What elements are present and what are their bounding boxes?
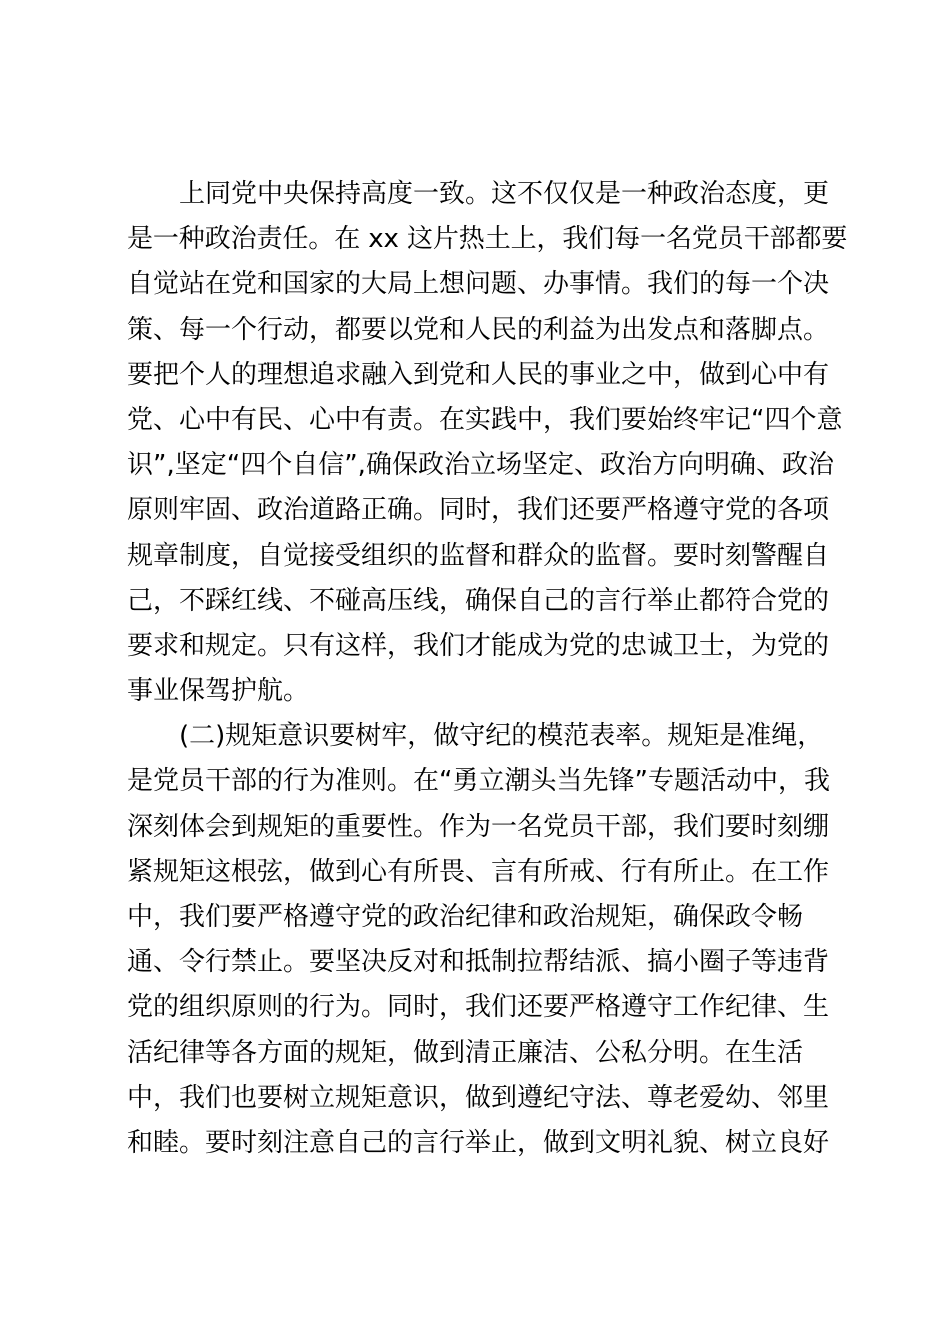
text-line: 策、每一个行动，都要以党和人民的利益为出发点和落脚点。 <box>127 314 830 345</box>
body-text <box>127 172 847 1166</box>
text-line: 通、令行禁止。要坚决反对和抵制拉帮结派、搞小圈子等违背 <box>127 947 830 978</box>
text-line: 紧规矩这根弦，做到心有所畏、言有所戒、行有所止。在工作 <box>127 856 830 887</box>
text-line: 要把个人的理想追求融入到党和人民的事业之中，做到心中有 <box>127 359 830 390</box>
text-line: 深刻体会到规矩的重要性。作为一名党员干部，我们要时刻绷 <box>127 811 830 842</box>
text-line: 己，不踩红线、不碰高压线，确保自己的言行举止都符合党的 <box>127 585 830 616</box>
text-line: 是党员干部的行为准则。在“勇立潮头当先锋”专题活动中，我 <box>127 766 830 797</box>
text-line: 识”,坚定“四个自信”,确保政治立场坚定、政治方向明确、政治 <box>127 450 834 481</box>
text-line: 中，我们要严格遵守党的政治纪律和政治规矩，确保政令畅 <box>127 902 804 932</box>
text-line: 自觉站在党和国家的大局上想问题、办事情。我们的每一个决 <box>127 269 830 300</box>
text-line: 中，我们也要树立规矩意识，做到遵纪守法、尊老爱幼、邻里 <box>127 1082 830 1113</box>
text-line: 规章制度，自觉接受组织的监督和群众的监督。要时刻警醒自 <box>127 540 830 571</box>
text-line: 是一种政治责任。在 xx 这片热土上，我们每一名党员干部都要 <box>127 224 848 255</box>
text-line: 要求和规定。只有这样，我们才能成为党的忠诚卫士，为党的 <box>127 630 830 661</box>
text-line: 原则牢固、政治道路正确。同时，我们还要严格遵守党的各项 <box>127 495 830 526</box>
text-line: 事业保驾护航。 <box>127 676 310 707</box>
text-line: 和睦。要时刻注意自己的言行举止，做到文明礼貌、树立良好 <box>127 1127 830 1158</box>
text-line: 活纪律等各方面的规矩，做到清正廉洁、公私分明。在生活 <box>127 1037 804 1068</box>
text-line: 上同党中央保持高度一致。这不仅仅是一种政治态度，更 <box>179 179 830 209</box>
text-line: 党的组织原则的行为。同时，我们还要严格遵守工作纪律、生 <box>127 992 830 1023</box>
text-line: 党、心中有民、心中有责。在实践中，我们要始终牢记“四个意 <box>127 404 843 435</box>
text-line: (二)规矩意识要树牢，做守纪的模范表率。规矩是准绳， <box>179 721 824 752</box>
